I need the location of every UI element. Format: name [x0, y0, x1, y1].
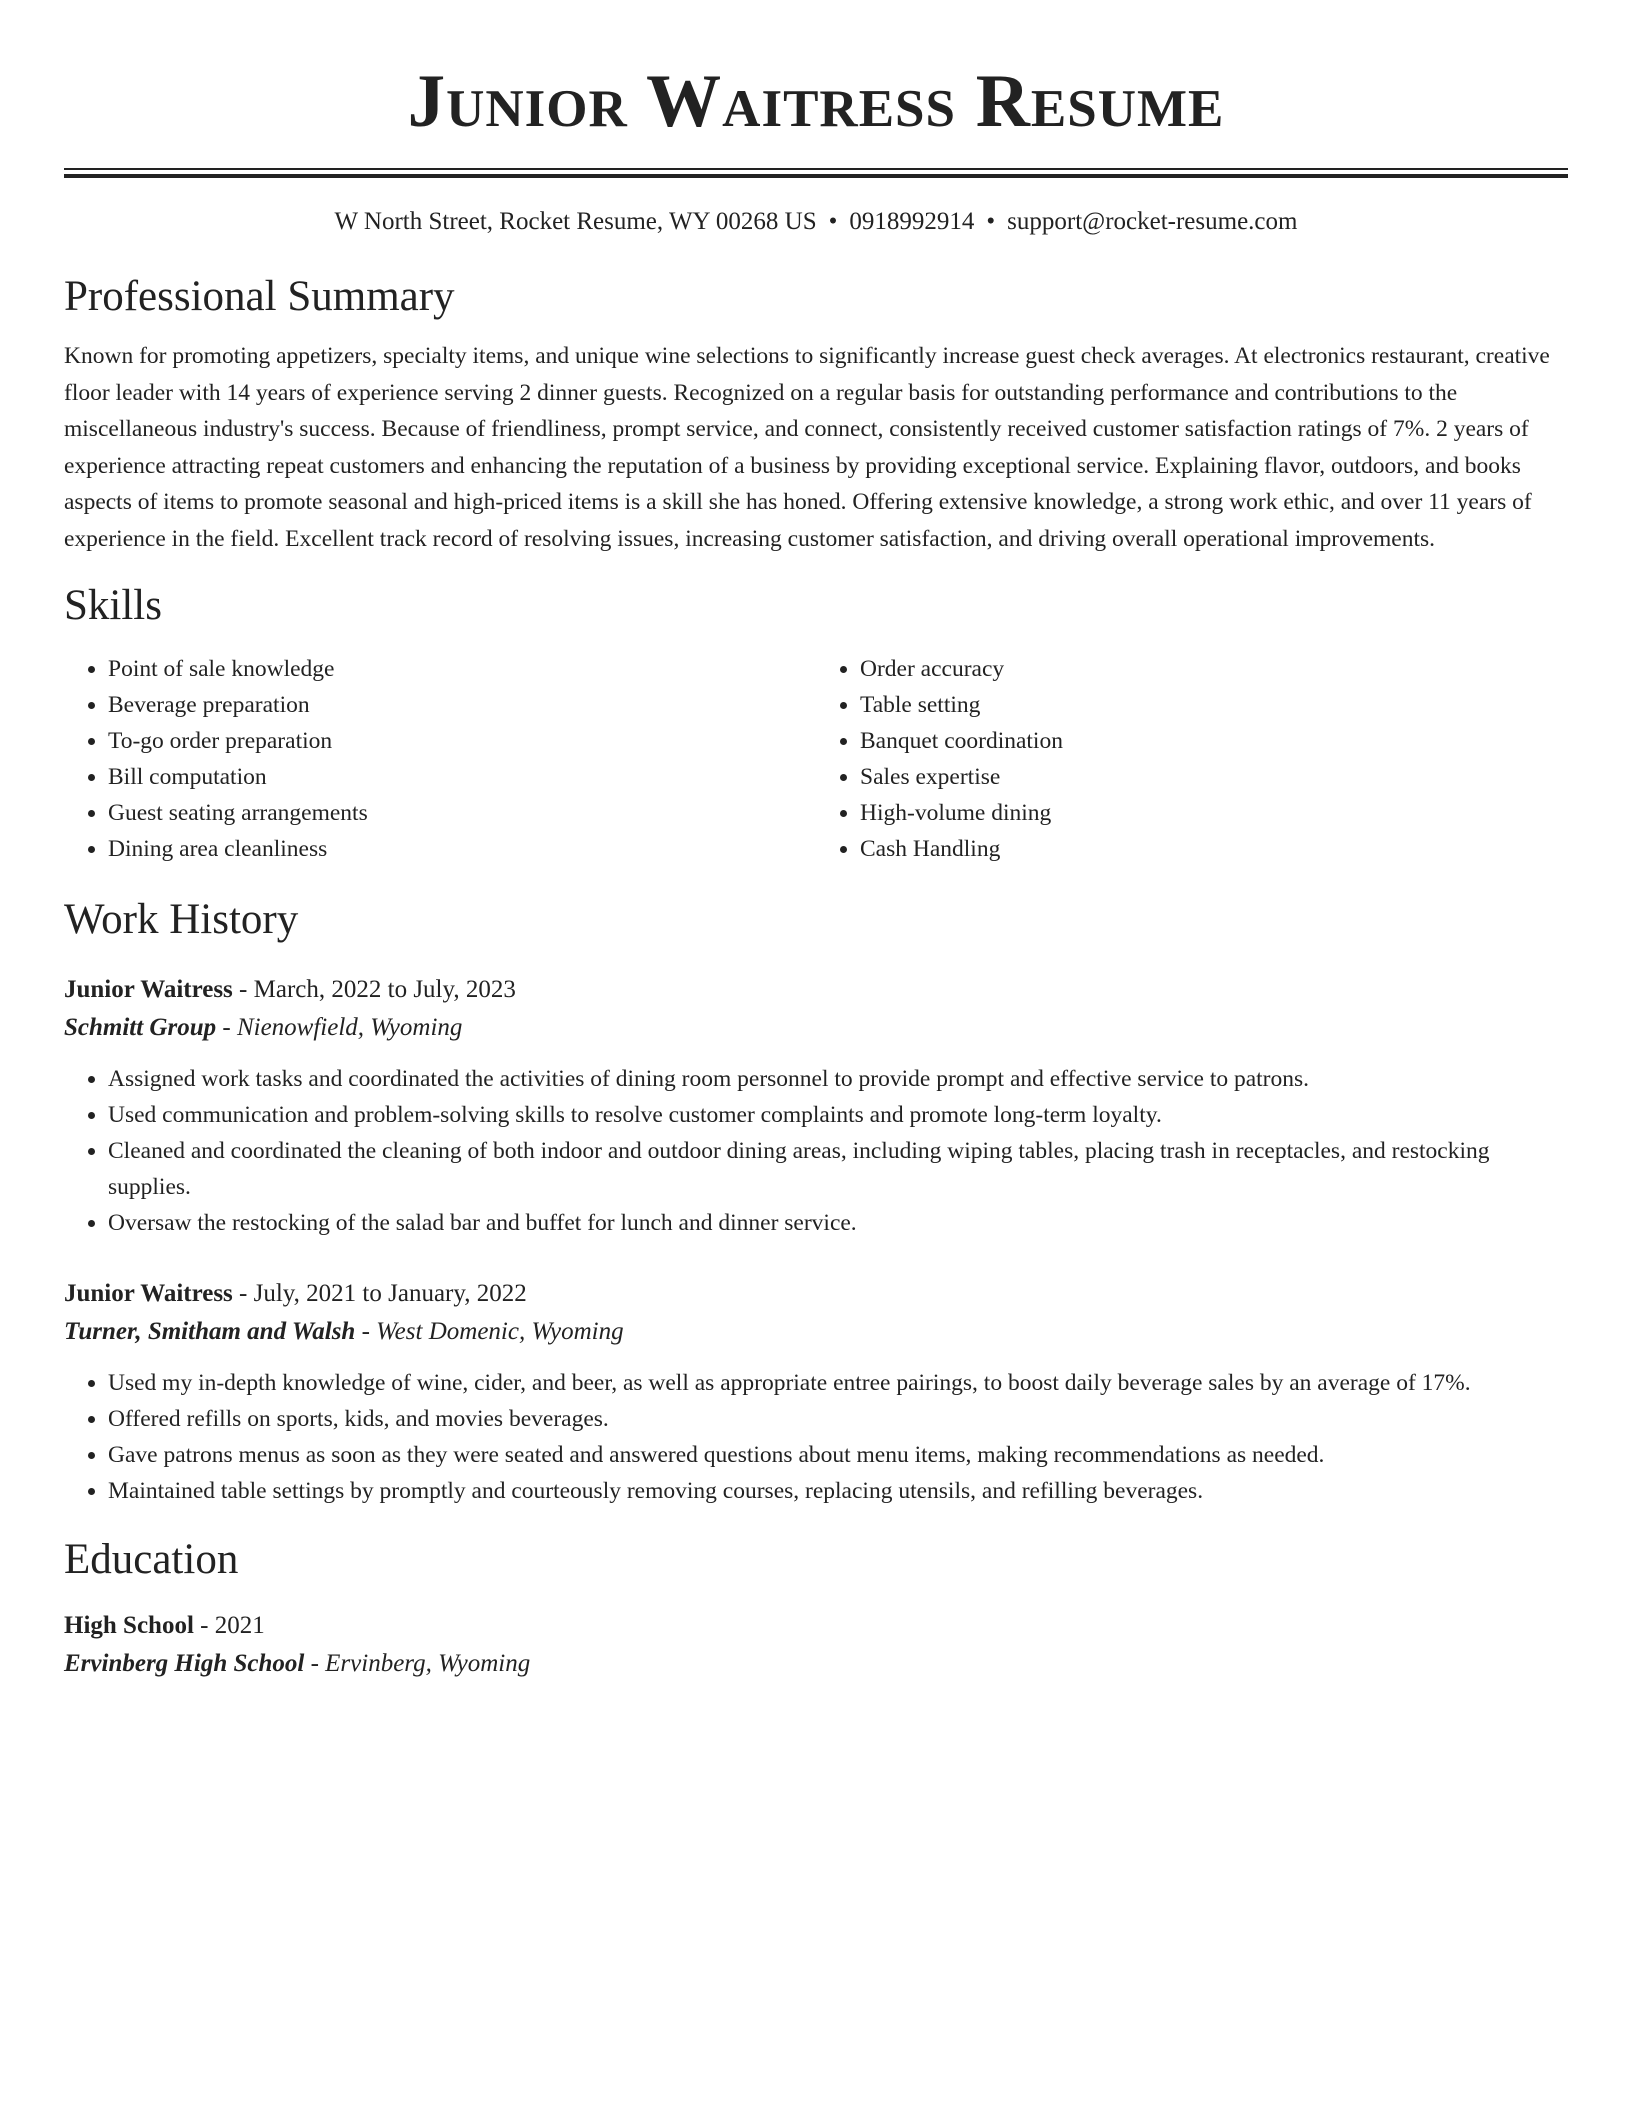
- job-title-line: [64, 971, 1568, 1009]
- job-dates: July, 2021 to January, 2022: [253, 1280, 527, 1307]
- skill-item: • High-volume dining: [860, 795, 1568, 831]
- job-entry: [64, 1275, 1568, 1509]
- skill-item: • To-go order preparation: [108, 723, 816, 759]
- degree: High School: [64, 1612, 194, 1639]
- graduation-year: 2021: [214, 1612, 265, 1639]
- company-dash: -: [355, 1318, 377, 1345]
- job-dash: -: [232, 976, 254, 1003]
- contact-line: [64, 206, 1568, 238]
- contact-phone: 0918992914: [849, 208, 975, 235]
- job-dash: -: [232, 1280, 254, 1307]
- contact-separator: •: [986, 208, 996, 235]
- education-heading: Education: [64, 1536, 239, 1583]
- contact-email: support@rocket-resume.com: [1007, 208, 1298, 235]
- degree-dash: -: [193, 1612, 215, 1639]
- job-entry: [64, 971, 1568, 1241]
- job-bullet: • Gave patrons menus as soon as they were seated and answered questions about menu items, making recommendations as needed.: [108, 1437, 1568, 1473]
- title-divider: [64, 168, 1568, 178]
- job-bullet: • Cleaned and coordinated the cleaning of both indoor and outdoor dining areas, including wiping tables, placing trash in receptacles, and restocking supplies.: [108, 1133, 1568, 1205]
- job-title: Junior Waitress: [64, 976, 233, 1003]
- job-bullet: • Used my in-depth knowledge of wine, cider, and beer, as well as appropriate entree pairings, to boost daily beverage sales by an average of 17%.: [108, 1365, 1568, 1401]
- job-bullets: [64, 1061, 1568, 1241]
- contact-address: W North Street, Rocket Resume, WY 00268 US: [334, 208, 817, 235]
- summary-heading: Professional Summary: [64, 273, 455, 320]
- job-bullets: [64, 1365, 1568, 1509]
- job-bullet: • Maintained table settings by promptly and courteously removing courses, replacing utensils, and refilling beverages.: [108, 1473, 1568, 1509]
- skill-item: • Banquet coordination: [860, 723, 1568, 759]
- summary-text: Known for promoting appetizers, specialty items, and unique wine selections to significantly increase guest check averages. At electronics restaurant, creative floor leader with 14 years of experience serving 2 dinner guests. Recognized on a regular basis for outstanding performance and contributions to the miscellaneous industry's success. Because of friendliness, prompt service, and connect, consistently received customer satisfaction ratings of 7%. 2 years of experience attracting repeat customers and enhancing the reputation of a business by providing exceptional service. Explaining flavor, outdoors, and books aspects of items to promote seasonal and high-priced items is a skill she has honed. Offering extensive knowledge, a strong work ethic, and over 11 years of experience in the field. Excellent track record of resolving issues, increasing customer satisfaction, and driving overall operational improvements.: [64, 343, 1550, 552]
- education-entry: [64, 1607, 1568, 1683]
- skill-item: • Sales expertise: [860, 759, 1568, 795]
- skills-list-left: [64, 651, 816, 867]
- school-name: Ervinberg High School: [64, 1650, 305, 1677]
- skills-columns: [64, 651, 1568, 867]
- skill-item: • Table setting: [860, 687, 1568, 723]
- skills-heading: Skills: [64, 582, 162, 629]
- degree-line: [64, 1607, 1568, 1645]
- skill-item: • Guest seating arrangements: [108, 795, 816, 831]
- skills-list-right: [816, 651, 1568, 867]
- resume-title: Junior Waitress Resume: [407, 60, 1225, 143]
- company-location: Nienowfield, Wyoming: [236, 1014, 463, 1041]
- school-location: Ervinberg, Wyoming: [325, 1650, 531, 1677]
- job-bullet: • Oversaw the restocking of the salad bar and buffet for lunch and dinner service.: [108, 1205, 1568, 1241]
- job-dates: March, 2022 to July, 2023: [253, 976, 516, 1003]
- job-bullet: • Used communication and problem-solving skills to resolve customer complaints and promote long-term loyalty.: [108, 1097, 1568, 1133]
- work-history-heading: Work History: [64, 896, 299, 943]
- skill-item: • Cash Handling: [860, 831, 1568, 867]
- company-location: West Domenic, Wyoming: [376, 1318, 624, 1345]
- job-title: Junior Waitress: [64, 1280, 233, 1307]
- job-title-line: [64, 1275, 1568, 1313]
- job-bullet: • Assigned work tasks and coordinated the activities of dining room personnel to provide prompt and effective service to patrons.: [108, 1061, 1568, 1097]
- skill-item: • Dining area cleanliness: [108, 831, 816, 867]
- company-dash: -: [216, 1014, 237, 1041]
- skill-item: • Order accuracy: [860, 651, 1568, 687]
- skill-item: • Point of sale knowledge: [108, 651, 816, 687]
- company-name: Turner, Smitham and Walsh: [64, 1318, 356, 1345]
- company-name: Schmitt Group: [64, 1014, 217, 1041]
- job-bullet: • Offered refills on sports, kids, and movies beverages.: [108, 1401, 1568, 1437]
- skill-item: • Beverage preparation: [108, 687, 816, 723]
- company-line: [64, 1313, 1568, 1351]
- school-dash: -: [304, 1650, 326, 1677]
- skill-item: • Bill computation: [108, 759, 816, 795]
- company-line: [64, 1009, 1568, 1047]
- contact-separator: •: [828, 208, 838, 235]
- school-line: [64, 1645, 1568, 1683]
